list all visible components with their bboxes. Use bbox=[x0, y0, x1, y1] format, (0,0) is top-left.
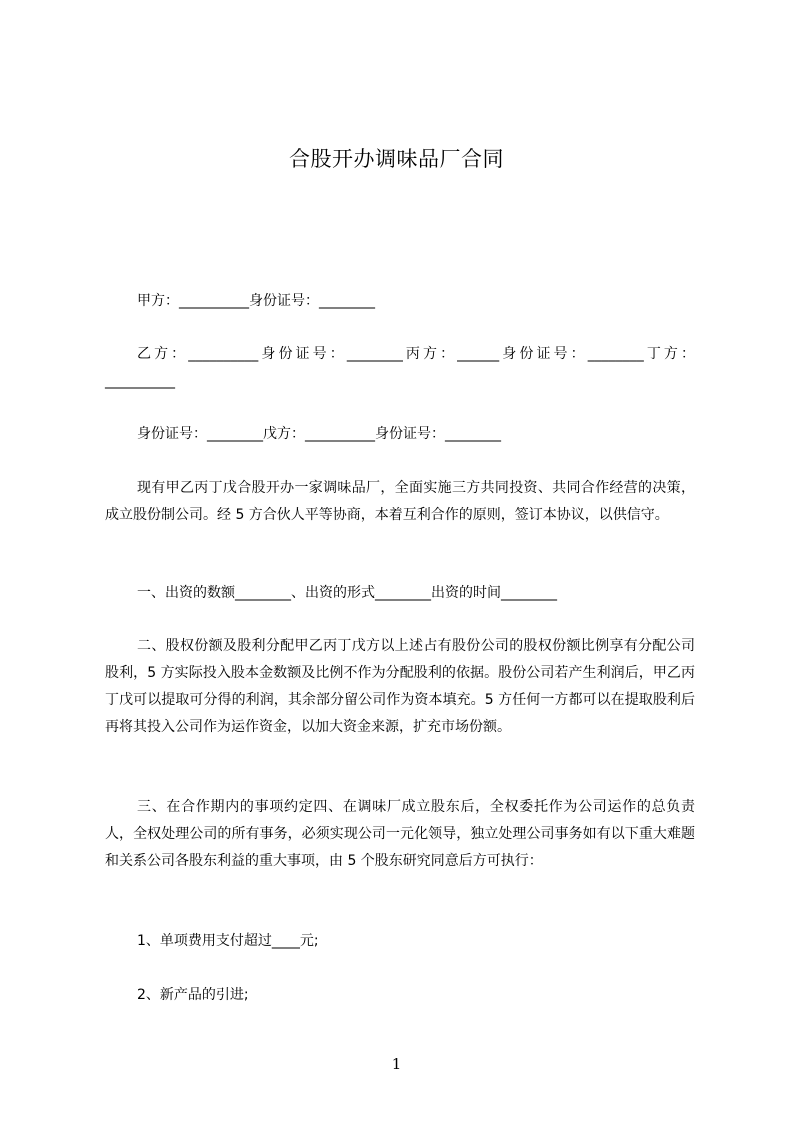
party-line-b: 乙方：__________身份证号：________丙方：______身份证号：________丁方：__________ bbox=[105, 346, 695, 389]
party-line-a: 甲方：__________身份证号：________ bbox=[137, 293, 375, 309]
clause-equity: 二、股权份额及股利分配甲乙丙丁戊方以上述占有股份公司的股权份额比例享有分配公司股利，5 方实际投入股本金数额及比例不作为分配股利的依据。股份公司若产生利润后，甲乙丙丁戊可以提取可分得的利润，其余部分留公司作为资本填充。5 方任何一方都可以在提取股利后再将其投入公司作为运作资金，以加大资金来源，扩充市场份额。 bbox=[105, 638, 695, 735]
list-item-new-product: 2、新产品的引进; bbox=[137, 987, 249, 1003]
party-line-c: 身份证号：________戊方：__________身份证号：________ bbox=[137, 426, 501, 442]
clause-matters: 三、在合作期内的事项约定四、在调味厂成立股东后，全权委托作为公司运作的总负责人，全权处理公司的所有事务，必须实现公司一元化领导，独立处理公司事务如有以下重大难题和关系公司各股东利益的重大事项，由 5 个股东研究同意后方可执行： bbox=[105, 799, 695, 869]
list-item-expense: 1、单项费用支付超过____元; bbox=[137, 933, 319, 949]
page-number: 1 bbox=[391, 1055, 402, 1073]
clause-capital: 一、出资的数额________、出资的形式________出资的时间________ bbox=[137, 585, 557, 601]
document-title: 合股开办调味品厂合同 bbox=[289, 147, 504, 171]
intro-paragraph: 现有甲乙丙丁戊合股开办一家调味品厂，全面实施三方共同投资、共同合作经营的决策，成立股份制公司。经 5 方合伙人平等协商，本着互利合作的原则，签订本协议，以供信守。 bbox=[105, 480, 695, 523]
